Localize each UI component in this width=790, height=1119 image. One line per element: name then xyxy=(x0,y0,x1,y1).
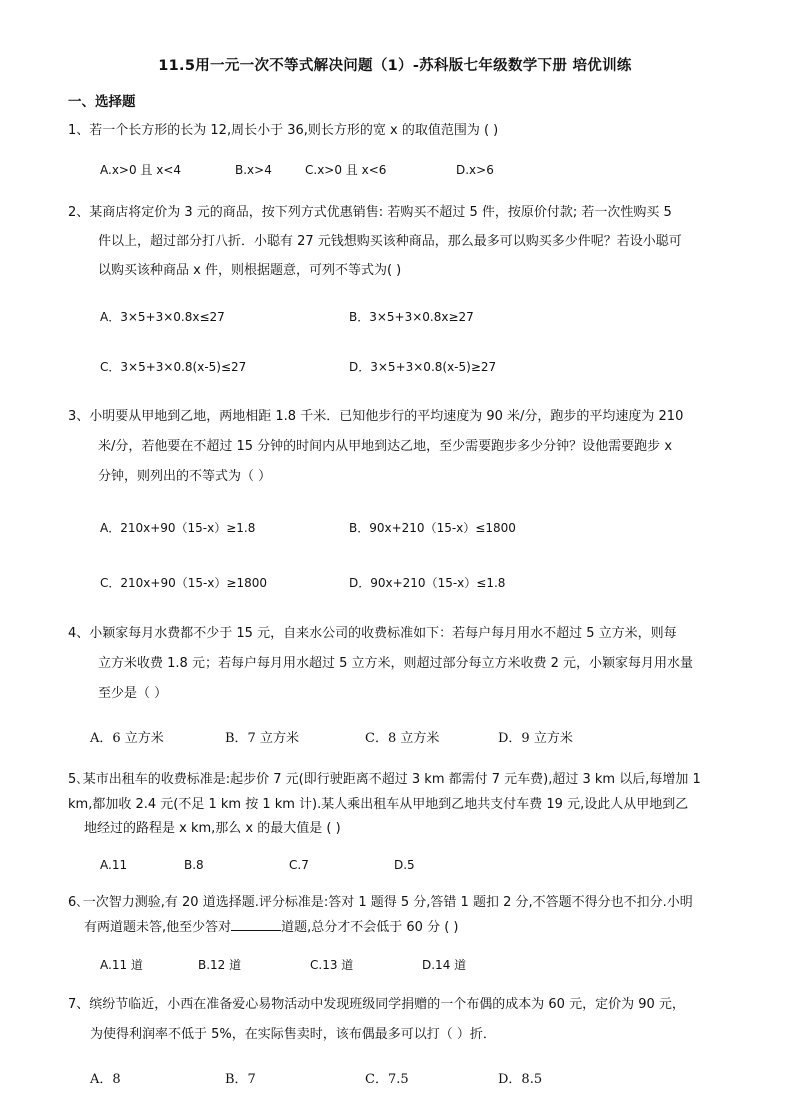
question-5-option-c: C.7 xyxy=(289,858,309,872)
question-2-text-line-1: 2、某商店将定价为 3 元的商品，按下列方式优惠销售: 若购买不超过 5 件，按原价付款; 若一次性购买 5 xyxy=(68,205,672,220)
question-2-option-d: D．3×5+3×0.8(x-5)≥27 xyxy=(349,360,497,374)
question-1-option-c: C.x>0 且 x<6 xyxy=(305,163,387,177)
question-6-option-b: B.12 道 xyxy=(198,958,242,972)
question-7-option-d: D．8.5 xyxy=(498,1072,543,1087)
question-3-option-b: B．90x+210（15-x）≤1800 xyxy=(349,521,516,535)
question-4-text-line-2: 立方米收费 1.8 元；若每户每月用水超过 5 立方米，则超过部分每立方米收费 2 元，小颖家每月用水量 xyxy=(98,656,694,671)
question-2-text-line-3: 以购买该种商品 x 件，则根据题意，可列不等式为( ) xyxy=(98,263,402,278)
question-4-text-line-3: 至少是（ ） xyxy=(98,686,168,701)
question-4-option-c: C．8 立方米 xyxy=(365,731,440,746)
question-6-option-a: A.11 道 xyxy=(100,958,143,972)
question-2-option-b: B．3×5+3×0.8x≥27 xyxy=(349,310,474,324)
question-5-option-a: A.11 xyxy=(100,858,128,872)
question-1-option-b: B.x>4 xyxy=(235,163,272,177)
question-6-text-suffix: 道题,总分才不会低于 60 分 ( ) xyxy=(281,920,459,935)
question-7-text-line-1: 7、缤纷节临近，小西在准备爱心易物活动中发现班级同学捐赠的一个布偶的成本为 60 元，定价为 90 元， xyxy=(68,997,685,1012)
question-7-option-b: B．7 xyxy=(225,1072,256,1087)
question-4-text-line-1: 4、小颖家每月水费都不少于 15 元，自来水公司的收费标准如下：若每户每月用水不超过 5 立方米，则每 xyxy=(68,626,677,641)
question-7-option-a: A．8 xyxy=(90,1072,121,1087)
answer-blank xyxy=(231,918,281,931)
question-7-option-c: C．7.5 xyxy=(365,1072,409,1087)
question-6-option-c: C.13 道 xyxy=(310,958,354,972)
question-3-option-c: C．210x+90（15-x）≥1800 xyxy=(100,576,268,590)
question-6-text-line-2 xyxy=(84,918,459,937)
question-7-text-line-2: 为使得利润率不低于 5%，在实际售卖时，该布偶最多可以打（ ）折． xyxy=(90,1027,496,1042)
question-3-text-line-1: 3、小明要从甲地到乙地，两地相距 1.8 千米．已知他步行的平均速度为 90 米/分，跑步的平均速度为 210 xyxy=(68,409,684,424)
question-2-option-c: C．3×5+3×0.8(x-5)≤27 xyxy=(100,360,247,374)
question-1-option-a: A.x>0 且 x<4 xyxy=(100,163,182,177)
question-5-text-line-2: km,都加收 2.4 元(不足 1 km 按 1 km 计).某人乘出租车从甲地到乙地共支付车费 19 元,设此人从甲地到乙 xyxy=(68,797,689,812)
question-4-option-a: A．6 立方米 xyxy=(90,731,164,746)
question-6-option-d: D.14 道 xyxy=(422,958,467,972)
question-2-option-a: A．3×5+3×0.8x≤27 xyxy=(100,310,225,324)
page-title: 11.5用一元一次不等式解决问题（1）-苏科版七年级数学下册 培优训练 xyxy=(158,58,632,74)
question-3-option-a: A．210x+90（15-x）≥1.8 xyxy=(100,521,256,535)
question-3-option-d: D．90x+210（15-x）≤1.8 xyxy=(349,576,506,590)
question-5-text-line-3: 地经过的路程是 x km,那么 x 的最大值是 ( ) xyxy=(84,821,341,836)
question-2-text-line-2: 件以上，超过部分打八折．小聪有 27 元钱想购买该种商品，那么最多可以购买多少件呢？若设小聪可 xyxy=(98,234,682,249)
question-1-text: 1、若一个长方形的长为 12,周长小于 36,则长方形的宽 x 的取值范围为 ( ) xyxy=(68,123,499,138)
section-heading: 一、选择题 xyxy=(68,94,136,110)
question-5-option-d: D.5 xyxy=(394,858,415,872)
question-6-text-line-1: 6､一次智力测验,有 20 道选择题.评分标准是:答对 1 题得 5 分,答错 1 题扣 2 分,不答题不得分也不扣分.小明 xyxy=(68,895,693,910)
question-3-text-line-3: 分钟，则列出的不等式为（ ） xyxy=(98,469,272,484)
question-6-text-prefix: 有两道题未答,他至少答对 xyxy=(84,920,232,935)
question-4-option-d: D．9 立方米 xyxy=(498,731,573,746)
question-5-option-b: B.8 xyxy=(184,858,204,872)
question-1-option-d: D.x>6 xyxy=(456,163,494,177)
question-4-option-b: B．7 立方米 xyxy=(225,731,299,746)
question-3-text-line-2: 米/分，若他要在不超过 15 分钟的时间内从甲地到达乙地，至少需要跑步多少分钟？设他需要跑步 x xyxy=(98,439,673,454)
question-5-text-line-1: 5､某市出租车的收费标准是:起步价 7 元(即行驶距离不超过 3 km 都需付 7 元车费),超过 3 km 以后,每增加 1 xyxy=(68,772,701,787)
